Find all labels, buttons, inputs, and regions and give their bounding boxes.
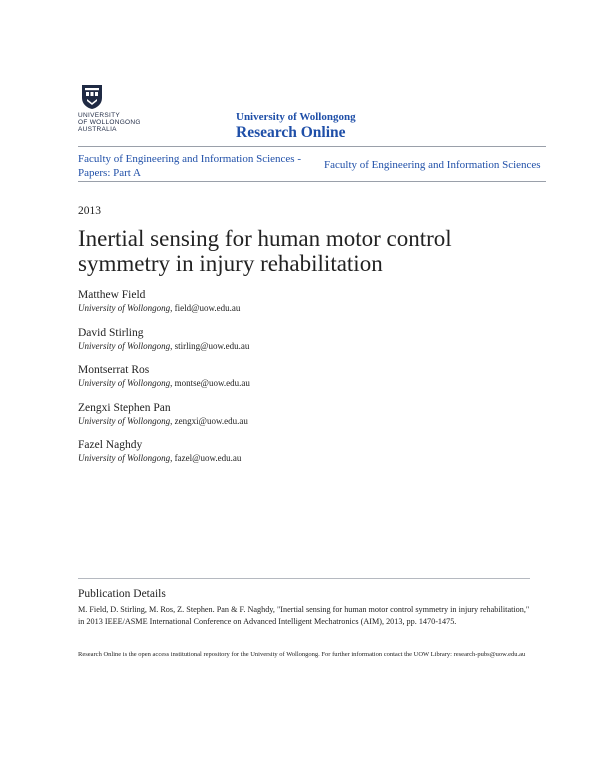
uow-logo bbox=[78, 84, 148, 138]
author-entry bbox=[78, 438, 548, 476]
faculty-papers-link[interactable]: Faculty of Engineering and Information Sciences - Papers: Part A bbox=[78, 153, 301, 179]
logo-line: OF WOLLONGONG bbox=[78, 119, 141, 126]
logo-wordmark bbox=[78, 112, 150, 133]
author-email: , zengxi@uow.edu.au bbox=[170, 415, 248, 426]
author-entry bbox=[78, 326, 548, 364]
author-affiliation bbox=[78, 452, 548, 464]
logo-line: AUSTRALIA bbox=[78, 126, 117, 133]
faculty-bar bbox=[78, 146, 546, 182]
research-online-link[interactable]: Research Online bbox=[236, 124, 346, 141]
author-institution: University of Wollongong bbox=[78, 415, 171, 426]
author-affiliation bbox=[78, 415, 548, 427]
publication-year: 2013 bbox=[78, 205, 101, 217]
publication-details-heading: Publication Details bbox=[78, 588, 166, 600]
author-affiliation bbox=[78, 340, 548, 352]
author-email: , field@uow.edu.au bbox=[170, 303, 241, 313]
publication-details bbox=[78, 578, 530, 628]
author-affiliation bbox=[78, 302, 548, 314]
author-affiliation bbox=[78, 377, 548, 389]
crest-icon bbox=[81, 84, 103, 110]
repository-footer: Research Online is the open access institutional repository for the University of Wollongong. For further information contact the UOW Library: research-pubs@uow.edu.au bbox=[78, 651, 526, 658]
university-link[interactable]: University of Wollongong bbox=[236, 111, 356, 123]
author-list bbox=[78, 288, 548, 476]
author-institution: University of Wollongong bbox=[78, 378, 171, 388]
paper-title: Inertial sensing for human motor control symmetry in injury rehabilitation bbox=[78, 226, 452, 276]
author-name: David Stirling bbox=[78, 326, 144, 339]
author-entry bbox=[78, 288, 548, 326]
author-name: Matthew Field bbox=[78, 289, 146, 301]
author-name: Montserrat Ros bbox=[78, 364, 150, 376]
research-online-header bbox=[236, 111, 356, 142]
faculty-link[interactable]: Faculty of Engineering and Information Sciences bbox=[324, 159, 541, 171]
author-name: Zengxi Stephen Pan bbox=[78, 401, 171, 414]
logo-line: UNIVERSITY bbox=[78, 112, 121, 119]
author-email: , fazel@uow.edu.au bbox=[170, 453, 242, 463]
author-email: , stirling@uow.edu.au bbox=[170, 340, 250, 351]
author-email: , montse@uow.edu.au bbox=[170, 378, 250, 388]
author-institution: University of Wollongong bbox=[78, 340, 171, 351]
author-name: Fazel Naghdy bbox=[78, 439, 143, 451]
author-institution: University of Wollongong bbox=[78, 453, 171, 463]
author-entry bbox=[78, 401, 548, 439]
author-institution: University of Wollongong bbox=[78, 303, 171, 313]
author-entry bbox=[78, 363, 548, 401]
publication-citation: M. Field, D. Stirling, M. Ros, Z. Stephen. Pan & F. Naghdy, "Inertial sensing for human motor control symmetry in injury rehabilitation," in 2013 IEEE/ASME International Conference on Advanced Intelligent Mechatronics (AIM), 2013, pp. 1470-1475. bbox=[78, 605, 530, 626]
